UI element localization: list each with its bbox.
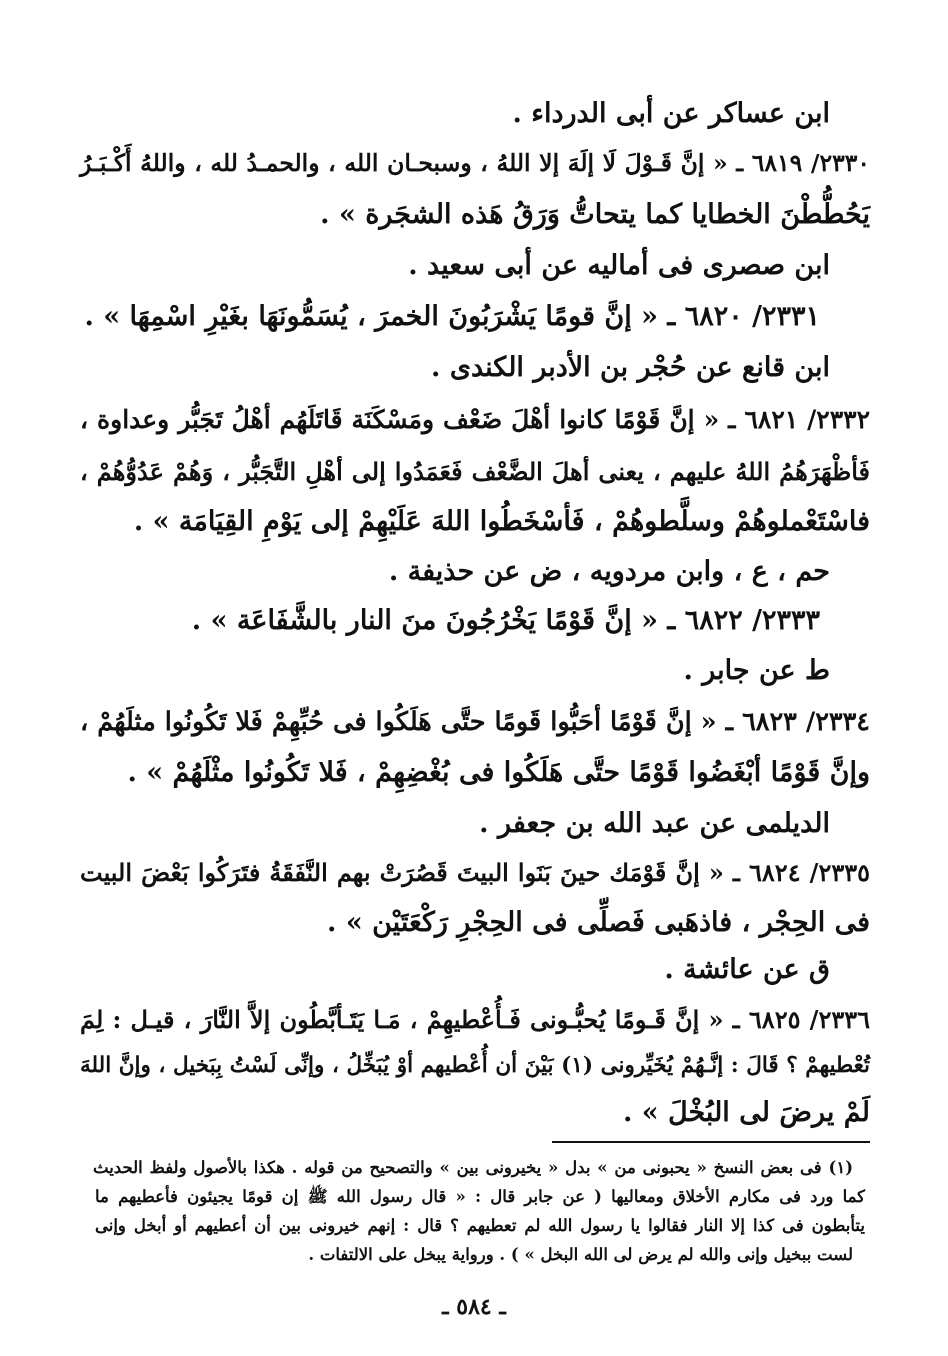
source-citation-aisha: ق عن عائشة .	[664, 954, 830, 985]
source-citation-dailami: الديلمى عن عبد الله بن جعفر .	[479, 808, 830, 839]
hadith-2336-line-3: لَمْ يرضَ لى البُخْلَ » .	[622, 1097, 870, 1128]
hadith-2335-line-2: فى الحِجْر ، فاذهَبى فَصلِّى فى الحِجْرِ رَكْعَتَيْن » .	[327, 907, 870, 938]
page-number: ـ ٥٨٤ ـ	[442, 1294, 506, 1320]
source-citation-ibn-qani: ابن قانع عن حُجْر بن الأدبر الكندى .	[431, 352, 830, 383]
source-citation-ibn-asakir: ابن عساكر عن أبى الدرداء .	[512, 98, 830, 129]
footnote-line-4: لست ببخيل وإنى والله لم يرض لى الله البخل » ) . ورواية يبخل على الالتفات .	[308, 1245, 853, 1264]
hadith-2336-line-2: تُعْطيهمْ ؟ قَالَ : إنَّـهُمْ يُخَيِّرونى (١) بَيْنَ أن أُعْطيهم أوْ يُبَخِّلُ ، وإنِّى لَسْتُ بِبَخيل ، وإنَّ اللهَ	[80, 1053, 870, 1078]
source-citation-hudhayfa: حم ، ع ، وابن مردويه ، ض عن حذيفة .	[388, 556, 830, 587]
hadith-2333-line-1: ٢٣٣٣/ ٦٨٢٢ ـ « إنَّ قَوْمًا يَخْرُجُونَ منَ النار بالشَّفَاعَة » .	[191, 605, 820, 636]
footnote-divider	[552, 1141, 870, 1143]
hadith-2334-line-1: ٢٣٣٤/ ٦٨٢٣ ـ « إنَّ قَوْمًا أحَبُّوا قَومًا حتَّى هَلَكُوا فى حُبِّهِمْ فَلا تَكُونُوا مثلَهُمْ ،	[80, 707, 870, 737]
hadith-2330-line-1: ٢٣٣٠/ ٦٨١٩ ـ « إنَّ قَـوْلَ لَا إلَهَ إلا اللهُ ، وسبحـان الله ، والحمـدُ لله ، واللهُ أَكْـبَـرُ	[80, 149, 870, 177]
hadith-2331-line-1: ٢٣٣١/ ٦٨٢٠ ـ « إنَّ قومًا يَشْرَبُونَ الخمرَ ، يُسَمُّونَهَا بغَيْرِ اسْمِهَا » .	[84, 301, 820, 332]
footnote-line-2: كما ورد فى مكارم الأخلاق ومعاليها ( عن جابر قال : « قال رسول الله ﷺ إن قومًا يجيئون فأعطيهم ما	[95, 1187, 865, 1206]
footnote-line-3: يتأبطون فى كذا إلا النار فقالوا يا رسول الله لم تعطيهم ؟ قال : إنهم خيرونى بين أن أعطيهم أو أبخل وإنى	[95, 1216, 865, 1235]
hadith-2332-line-3: فاسْتَعْملوهُمْ وسلَّطوهُمْ ، فَأسْخَطُوا اللهَ عَلَيْهِمْ إلى يَوْمِ القِيَامَة » .	[133, 506, 870, 537]
hadith-2332-line-1: ٢٣٣٢/ ٦٨٢١ ـ « إنَّ قَوْمًا كانوا أهْلَ ضَعْف ومَسْكَنَة قَاتَلَهُم أهْلُ تَجَبُّر وعداوة ،	[80, 405, 870, 434]
hadith-2330-line-2: يَحُطُّطْنَ الخطايا كما يتحاتُّ وَرَقُ هَذه الشجَرة » .	[320, 199, 870, 230]
hadith-2335-line-1: ٢٣٣٥/ ٦٨٢٤ ـ « إنَّ قَوْمَك حينَ بَنَوا البيتَ قَصُرَتْ بهم النَّفَقَةُ فتَرَكُوا بَعْضَ البيت	[80, 858, 870, 887]
hadith-2334-line-2: وإنَّ قَوْمًا أبْغَضُوا قَوْمًا حتَّى هَلَكُوا فى بُغْضِهِمْ ، فَلا تَكُونُوا مثْلَهُمْ » .	[127, 757, 870, 788]
hadith-2336-line-1: ٢٣٣٦/ ٦٨٢٥ ـ « إنَّ قَـومًا يُحبُّـونى فَـأُعْطيهِمْ ، مَـا يَتَـأبَّطُون إلاَّ النَّارَ ، قيـل : لِمَ	[80, 1005, 870, 1034]
hadith-2332-line-2: فَأظْهَرَهُمُ اللهُ عليهم ، يعنى أهلَ الضَّعْف فَعَمَدُوا إلى أهْلِ التَّجَبُّر ، وَهُمْ عَدُوُّهُمْ ،	[80, 457, 870, 486]
footnote-line-1: (١) فى بعض النسخ « يحبونى من » بدل « يخيرونى بين » والتصحيح من قوله . هكذا بالأصول ولفظ الحديث	[93, 1158, 853, 1177]
source-citation-ibn-sasra: ابن صصرى فى أماليه عن أبى سعيد .	[408, 250, 830, 281]
source-citation-jabir: ط عن جابر .	[683, 655, 830, 686]
